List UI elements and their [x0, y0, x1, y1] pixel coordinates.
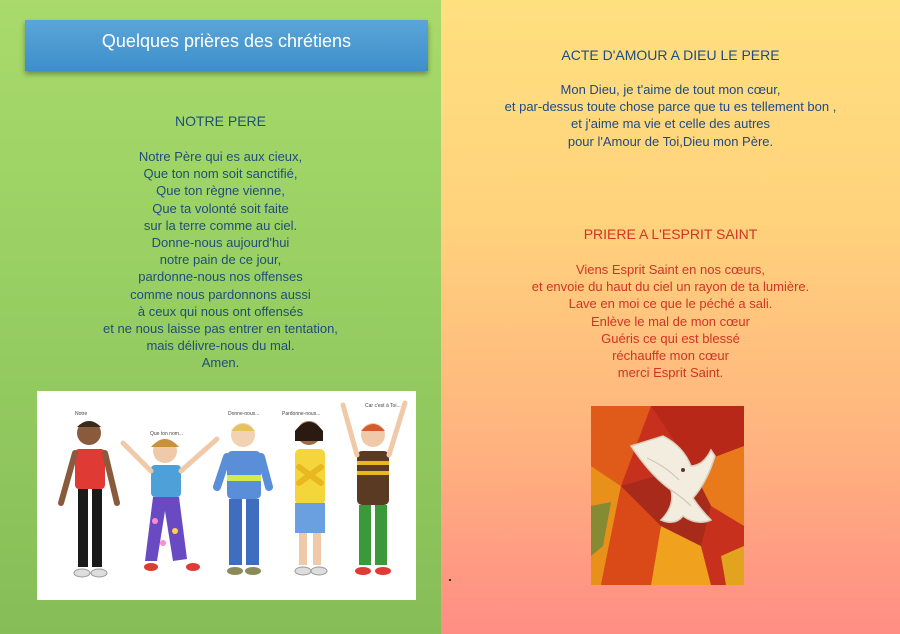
poem-line: et par-dessus toute chose parce que tu es tellement bon ,	[504, 99, 837, 115]
notre-pere-text	[0, 148, 441, 372]
kid-label: Notre	[75, 411, 88, 417]
poem-line: réchauffe mon cœur	[612, 348, 729, 364]
acte-amour-text	[441, 81, 900, 150]
kid-label: Pardonne-nous...	[282, 411, 321, 417]
notre-pere-title: NOTRE PERE	[174, 113, 266, 129]
poem-line: comme nous pardonnons aussi	[130, 286, 311, 302]
child-figure	[217, 423, 269, 575]
child-figure	[343, 403, 405, 575]
poem-line: et envoie du haut du ciel un rayon de ta lumière.	[531, 279, 810, 295]
poem-line: notre pain de ce jour,	[159, 252, 282, 268]
poem-line: Guéris ce qui est blessé	[601, 330, 740, 346]
poem-line: et j'aime ma vie et celle des autres	[570, 116, 771, 132]
child-figure	[61, 421, 117, 577]
dove-painting	[591, 406, 744, 585]
poem-line: Notre Père qui es aux cieux,	[138, 149, 303, 164]
holy-spirit-dove-artwork	[591, 406, 744, 585]
poem-line: Lave en moi ce que le péché a sali.	[568, 296, 773, 312]
poem-line: Amen.	[201, 355, 240, 371]
page-title-banner: Quelques prières des chrétiens	[25, 20, 428, 71]
poem-line: à ceux qui nous ont offensés	[137, 303, 304, 319]
children-figures	[37, 391, 416, 600]
poem-line: Que ton règne vienne,	[156, 183, 285, 199]
poem-line: Enlève le mal de mon cœur	[591, 313, 750, 329]
poem-line: Donne-nous aujourd'hui	[151, 235, 290, 251]
esprit-saint-text	[441, 261, 900, 381]
child-figure	[295, 421, 327, 575]
child-figure	[123, 439, 217, 571]
kid-label: Que ton nom...	[150, 431, 184, 437]
kid-label: Car c'est à Toi...	[365, 403, 401, 409]
esprit-saint-title: PRIERE A L'ESPRIT SAINT	[583, 226, 758, 242]
poem-line: Que ton nom soit sanctifié,	[143, 166, 298, 182]
stray-dot	[449, 579, 451, 581]
poem-line: pour l'Amour de Toi,Dieu mon Père.	[567, 133, 774, 149]
poem-line: sur la terre comme au ciel.	[143, 217, 298, 233]
acte-amour-title: ACTE D'AMOUR A DIEU LE PERE	[561, 47, 780, 63]
poem-line: et ne nous laisse pas entrer en tentation,	[103, 321, 338, 337]
poem-line: merci Esprit Saint.	[617, 365, 724, 381]
kid-label: Donne-nous...	[228, 411, 260, 417]
poem-line: mais délivre-nous du mal.	[146, 338, 295, 354]
poem-line: pardonne-nous nos offenses	[138, 269, 303, 285]
poem-line: Viens Esprit Saint en nos cœurs,	[575, 262, 766, 277]
poem-line: Mon Dieu, je t'aime de tout mon cœur,	[560, 82, 781, 97]
poem-line: Que ta volonté soit faite	[152, 200, 289, 216]
children-praying-illustration	[37, 391, 416, 600]
